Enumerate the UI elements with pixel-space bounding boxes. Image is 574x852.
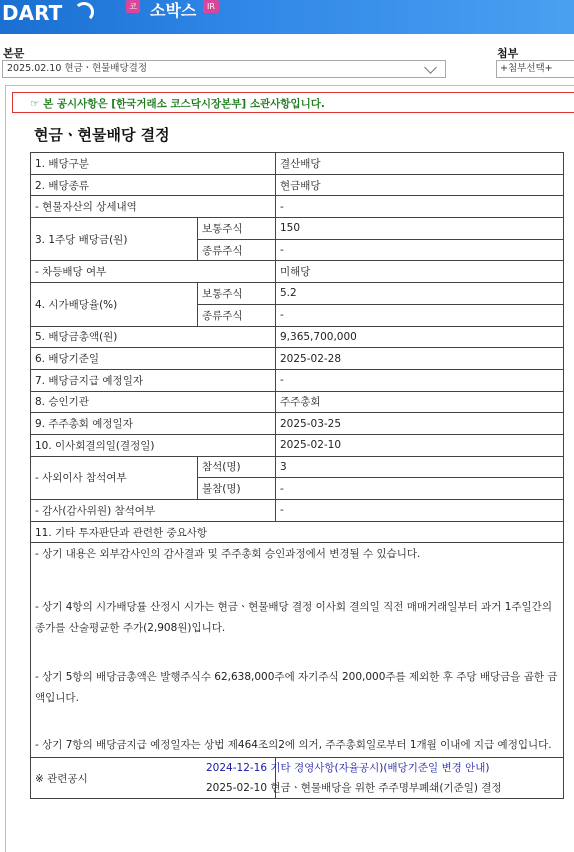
table-row <box>31 153 564 175</box>
cell-value: 5.2 <box>276 283 564 305</box>
logo-swoosh-icon <box>74 2 94 22</box>
cheombu-select[interactable] <box>496 60 574 78</box>
cell-value: - <box>276 196 564 218</box>
cell-label: - 사외이사 참석여부 <box>31 456 198 499</box>
notes-row <box>31 543 564 758</box>
dividend-table <box>30 152 564 799</box>
table-row <box>31 348 564 370</box>
cell-value: 3 <box>276 456 564 478</box>
table-row <box>31 283 564 305</box>
notes-cell <box>31 543 564 758</box>
table-row <box>31 413 564 435</box>
cell-label: 9. 주주총회 예정일자 <box>31 413 276 435</box>
related-label: ※ 관련공시 <box>31 758 276 799</box>
cell-sublabel: 참석(명) <box>198 456 276 478</box>
cell-value: - <box>276 478 564 500</box>
cell-sublabel: 종류주식 <box>198 304 276 326</box>
cell-value: 미해당 <box>276 261 564 283</box>
cell-label: - 현물자산의 상세내역 <box>31 196 276 218</box>
cell-label: 7. 배당금지급 예정일자 <box>31 369 276 391</box>
cell-label: 2. 배당종류 <box>31 174 276 196</box>
cell-sublabel: 보통주식 <box>198 218 276 240</box>
cell-label: 3. 1주당 배당금(원) <box>31 218 198 261</box>
cell-label: 1. 배당구분 <box>31 153 276 175</box>
cell-label: 4. 시가배당율(%) <box>31 283 198 326</box>
company-name: 소박스 <box>150 1 197 20</box>
table-row <box>31 218 564 240</box>
dart-logo[interactable]: DART <box>2 1 63 25</box>
note-paragraph: - 상기 4항의 시가배당률 산정시 시가는 현금ㆍ현물배당 결정 이사회 결의일 직전 매매거래일부터 과거 1주일간의 종가를 산술평균한 주가(2,908원)입니다. <box>35 601 552 635</box>
notice-text: ☞ 본 공시사항은 [한국거래소 코스닥시장본부] 소관사항입니다. <box>30 98 325 110</box>
ir-badge[interactable]: IR <box>203 0 219 13</box>
cell-value: 결산배당 <box>276 153 564 175</box>
cell-value: - <box>276 239 564 261</box>
related-link-2[interactable]: 2025-02-10 현금ㆍ현물배당을 위한 주주명부폐쇄(기준일) 결정 <box>206 782 502 795</box>
cell-label: - 감사(감사위원) 참석여부 <box>31 500 276 522</box>
cell-value: - <box>276 304 564 326</box>
cell-value: - <box>276 500 564 522</box>
bonmun-label: 본문 <box>3 47 25 60</box>
cell-value: 9,365,700,000 <box>276 326 564 348</box>
page-title: 현금ㆍ현물배당 결정 <box>34 126 170 144</box>
cell-label: 11. 기타 투자판단과 관련한 중요사항 <box>31 521 564 543</box>
cheombu-label: 첨부 <box>497 47 519 60</box>
table-row <box>31 456 564 478</box>
cell-value: 2025-03-25 <box>276 413 564 435</box>
cell-sublabel: 보통주식 <box>198 283 276 305</box>
note-paragraph: - 상기 7항의 배당금지급 예정일자는 상법 제464조의2에 의거, 주주총회일로부터 1개월 이내에 지급 예정입니다. <box>35 739 552 752</box>
cell-value: 150 <box>276 218 564 240</box>
cell-value: 현금배당 <box>276 174 564 196</box>
table-row <box>31 391 564 413</box>
cell-label: 5. 배당금총액(원) <box>31 326 276 348</box>
cell-label: - 차등배당 여부 <box>31 261 276 283</box>
cell-sublabel: 불참(명) <box>198 478 276 500</box>
cell-sublabel: 종류주식 <box>198 239 276 261</box>
related-links <box>206 758 564 799</box>
jurisdiction-notice <box>12 92 574 113</box>
kosdaq-badge: 코 <box>126 0 140 13</box>
note-paragraph: - 상기 5항의 배당금총액은 발행주식수 62,638,000주에 자기주식 200,000주를 제외한 후 주당 배당금을 곱한 금액입니다. <box>35 671 558 705</box>
note-paragraph: - 상기 내용은 외부감사인의 감사결과 및 주주총회 승인과정에서 변경될 수 있습니다. <box>35 548 421 561</box>
cell-label: 8. 승인기관 <box>31 391 276 413</box>
top-banner <box>0 0 574 34</box>
table-row <box>31 326 564 348</box>
related-link-1[interactable]: 2024-12-16 기타 경영사항(자율공시)(배당기준일 변경 안내) <box>206 762 490 775</box>
cell-value: 주주총회 <box>276 391 564 413</box>
cell-label: 10. 이사회결의일(결정일) <box>31 434 276 456</box>
cheombu-selected-value: +첨부선택+ <box>500 63 553 74</box>
table-row <box>31 196 564 218</box>
bonmun-selected-value: 2025.02.10 현금ㆍ현물배당결정 <box>7 63 148 74</box>
table-row <box>31 500 564 522</box>
table-row <box>31 434 564 456</box>
table-row <box>31 521 564 543</box>
cell-value: 2025-02-28 <box>276 348 564 370</box>
chevron-down-icon <box>424 61 437 74</box>
table-row <box>31 369 564 391</box>
related-row <box>31 758 564 799</box>
bonmun-select[interactable] <box>2 60 446 78</box>
cell-value: 2025-02-10 <box>276 434 564 456</box>
table-row <box>31 174 564 196</box>
cell-value: - <box>276 369 564 391</box>
table-row <box>31 261 564 283</box>
cell-label: 6. 배당기준일 <box>31 348 276 370</box>
